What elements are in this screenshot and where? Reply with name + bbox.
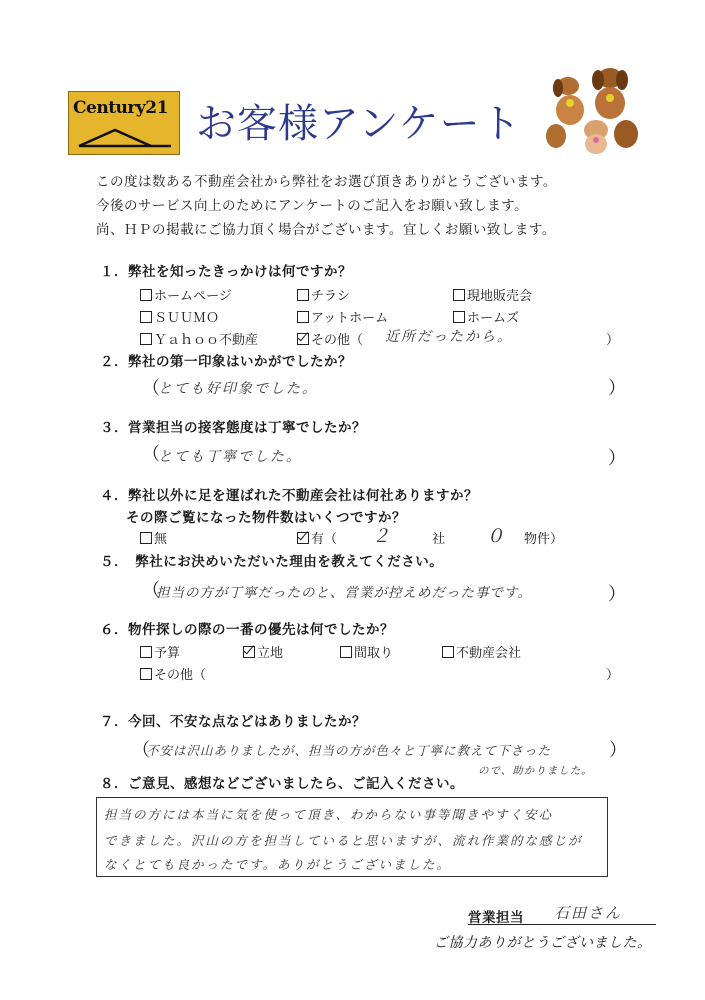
q6-question: ６．物件探しの際の一番の優先は何でしたか？ bbox=[100, 622, 394, 638]
q1-other-answer[interactable]: 近所だったから。 bbox=[385, 329, 513, 345]
comment-line-2: できました。沢山の方を担当していると思いますが、流れ作業的な感じが bbox=[104, 833, 583, 848]
q7-answer-cont[interactable]: ので、助かりました。 bbox=[478, 765, 593, 777]
checkbox[interactable] bbox=[140, 646, 152, 658]
q5-open-paren: （ bbox=[142, 580, 160, 601]
q4-companies-count[interactable]: ２ bbox=[372, 526, 392, 547]
q6-close-paren: ） bbox=[606, 668, 620, 683]
checkbox[interactable] bbox=[140, 311, 152, 323]
q4-properties-unit: 物件） bbox=[524, 532, 564, 547]
checkbox[interactable] bbox=[340, 646, 352, 658]
page-title: お客様アンケート bbox=[196, 101, 522, 147]
q7-answer[interactable]: 不安は沢山ありましたが、担当の方が色々と丁寧に教えて下さった bbox=[146, 743, 552, 758]
q1-option-athome[interactable]: アットホーム bbox=[297, 307, 388, 326]
intro-line-2: 今後のサービス向上のためにアンケートのご記入をお願い致します。 bbox=[96, 198, 529, 214]
q2-answer[interactable]: とても好印象でした。 bbox=[158, 381, 318, 397]
q5-answer[interactable]: 担当の方が丁寧だったのと、営業が控えめだった事です。 bbox=[156, 585, 532, 601]
q1-option-yahoo[interactable]: Ｙａｈｏｏ不動産 bbox=[140, 329, 258, 348]
q6-option-agency[interactable]: 不動産会社 bbox=[442, 642, 521, 661]
q5-close-paren: ） bbox=[608, 584, 626, 605]
q3-answer[interactable]: とても丁寧でした。 bbox=[158, 449, 302, 465]
checkbox[interactable] bbox=[442, 646, 454, 658]
checkbox[interactable] bbox=[140, 532, 152, 544]
checkbox[interactable] bbox=[453, 311, 465, 323]
q2-close-paren: ） bbox=[608, 378, 626, 399]
checkbox[interactable] bbox=[140, 289, 152, 301]
q1-option-open-house[interactable]: 現地販売会 bbox=[453, 285, 532, 304]
checkbox[interactable] bbox=[297, 311, 309, 323]
q1-option-other[interactable]: その他（ bbox=[297, 329, 363, 348]
checkbox-checked[interactable] bbox=[243, 646, 255, 658]
comment-line-3: なくとても良かったです。ありがとうございました。 bbox=[104, 857, 452, 872]
q3-question: ３．営業担当の接客態度は丁寧でしたか？ bbox=[100, 420, 366, 436]
q1-option-flyer[interactable]: チラシ bbox=[297, 285, 350, 304]
q4-properties-count[interactable]: ０ bbox=[486, 526, 506, 547]
q4-option-yes[interactable]: 有（ bbox=[297, 528, 337, 547]
thanks-message: ご協力ありがとうございました。 bbox=[434, 935, 652, 951]
q5-question: ５． 弊社にお決めいただいた理由を教えてください。 bbox=[100, 554, 444, 570]
q1-option-homes[interactable]: ホームズ bbox=[453, 307, 519, 326]
checkbox-checked[interactable] bbox=[297, 333, 309, 345]
staff-label: 営業担当 bbox=[468, 910, 524, 926]
q1-option-suumo[interactable]: ＳＵＵＭＯ bbox=[140, 307, 219, 326]
staff-name[interactable]: 石田さん bbox=[554, 904, 623, 922]
q1-close-paren: ） bbox=[606, 333, 620, 348]
q3-open-paren: （ bbox=[142, 444, 160, 465]
q6-option-location[interactable]: 立地 bbox=[243, 642, 283, 661]
logo-house-icon bbox=[75, 124, 175, 150]
q4-question: ４．弊社以外に足を運ばれた不動産会社は何社ありますか？ bbox=[100, 488, 478, 504]
checkbox[interactable] bbox=[297, 289, 309, 301]
q1-option-homepage[interactable]: ホームページ bbox=[140, 285, 232, 304]
q6-option-budget[interactable]: 予算 bbox=[140, 642, 180, 661]
q2-question: ２．弊社の第一印象はいかがでしたか？ bbox=[100, 354, 352, 370]
checkbox[interactable] bbox=[140, 668, 152, 680]
q2-open-paren: （ bbox=[142, 378, 160, 399]
checkbox-checked[interactable] bbox=[297, 532, 309, 544]
q6-option-layout[interactable]: 間取り bbox=[340, 642, 393, 661]
intro-line-3: 尚、ＨＰの掲載にご協力頂く場合がございます。宜しくお願い致します。 bbox=[96, 222, 556, 238]
q8-question: ８．ご意見、感想などございましたら、ご記入ください。 bbox=[100, 776, 464, 792]
q3-close-paren: ） bbox=[608, 448, 626, 469]
q7-close-paren: ） bbox=[609, 740, 627, 761]
logo-text: Century21 bbox=[73, 98, 168, 118]
checkbox[interactable] bbox=[140, 333, 152, 345]
dog-mascots-illustration bbox=[538, 58, 648, 158]
checkbox[interactable] bbox=[453, 289, 465, 301]
q6-option-other[interactable]: その他（ bbox=[140, 664, 206, 683]
q4-option-none[interactable]: 無 bbox=[140, 528, 167, 547]
century21-logo bbox=[68, 91, 180, 155]
q1-question: １．弊社を知ったきっかけは何ですか？ bbox=[100, 264, 352, 280]
q4-question-2: その際ご覧になった物件数はいくつですか？ bbox=[126, 510, 406, 526]
comment-line-1: 担当の方には本当に気を使って頂き、わからない事等聞きやすく安心 bbox=[104, 807, 554, 822]
q7-open-paren: （ bbox=[132, 740, 150, 761]
q4-companies-unit: 社 bbox=[432, 532, 446, 547]
staff-line bbox=[468, 904, 656, 925]
intro-line-1: この度は数ある不動産会社から弊社をお選び頂きありがとうございます。 bbox=[96, 174, 557, 190]
q7-question: ７．今回、不安な点などはありましたか？ bbox=[100, 714, 366, 730]
